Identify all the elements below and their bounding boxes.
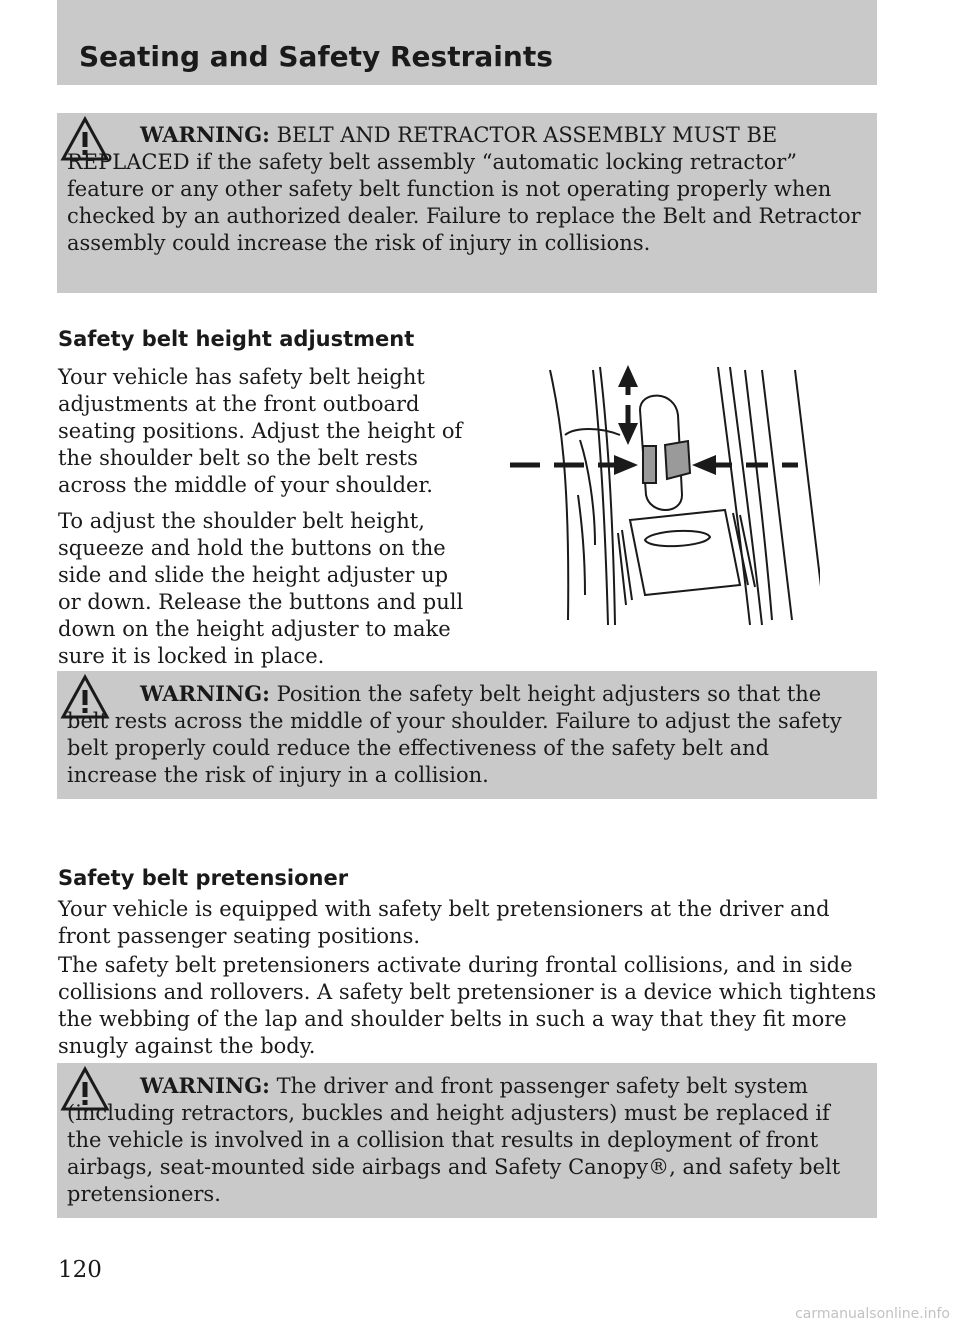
warning-body: Position the safety belt height adjusters so that the belt rests across the middle of your shoulder. Failure to adjust the safety belt properly could reduce the effectiveness of the safety belt and increase the risk of injury in a collision.: [67, 682, 842, 787]
warning-label: WARNING:: [140, 122, 270, 147]
header-bar: [57, 0, 877, 85]
pretensioner-paragraph-2: The safety belt pretensioners activate during frontal collisions, and in side collisions and rollovers. A safety belt pretensioner is a device which tightens the webbing of the lap and shoulder belts in such a way that they fit more snugly against the body.: [58, 953, 877, 1058]
section-heading-pretensioner: Safety belt pretensioner: [58, 866, 349, 890]
page-number: 120: [58, 1257, 102, 1283]
warning-box-retractor: [57, 113, 877, 293]
warning-text: [67, 680, 865, 789]
warning-box-height-adjusters: [57, 671, 877, 799]
warning-label: WARNING:: [140, 1073, 270, 1098]
warning-label: WARNING:: [140, 681, 270, 706]
page-title: Seating and Safety Restraints: [79, 40, 553, 73]
warning-box-pretensioner: [57, 1063, 877, 1218]
warning-text: [67, 1072, 865, 1208]
warning-body: The driver and front passenger safety belt system (including retractors, buckles and height adjusters) must be replaced if the vehicle is involved in a collision that results in deployment of front airbags, seat-mounted side airbags and Safety Canopy®, and safety belt pretensioners.: [67, 1074, 841, 1206]
section-heading-height-adjustment: Safety belt height adjustment: [58, 327, 415, 351]
height-adjustment-paragraph-1: Your vehicle has safety belt height adjustments at the front outboard seating positions. Adjust the height of the shoulder belt so the belt rests across the middle of your shoulder.: [58, 365, 463, 497]
watermark: carmanualsonline.info: [795, 1306, 950, 1322]
warning-text: [67, 121, 865, 257]
pretensioner-paragraph-1: Your vehicle is equipped with safety belt pretensioners at the driver and front passenger seating positions.: [58, 897, 830, 948]
belt-height-adjuster-illustration: [500, 355, 820, 630]
warning-body: BELT AND RETRACTOR ASSEMBLY MUST BE REPLACED if the safety belt assembly “automatic locking retractor” feature or any other safety belt function is not operating properly when checked by an authorized dealer. Failure to replace the Belt and Retractor assembly could increase the risk of injury in collisions.: [67, 123, 861, 255]
height-adjustment-paragraph-2: To adjust the shoulder belt height, squeeze and hold the buttons on the side and slide the height adjuster up or down. Release the buttons and pull down on the height adjuster to make sure it is locked in place.: [58, 509, 464, 668]
